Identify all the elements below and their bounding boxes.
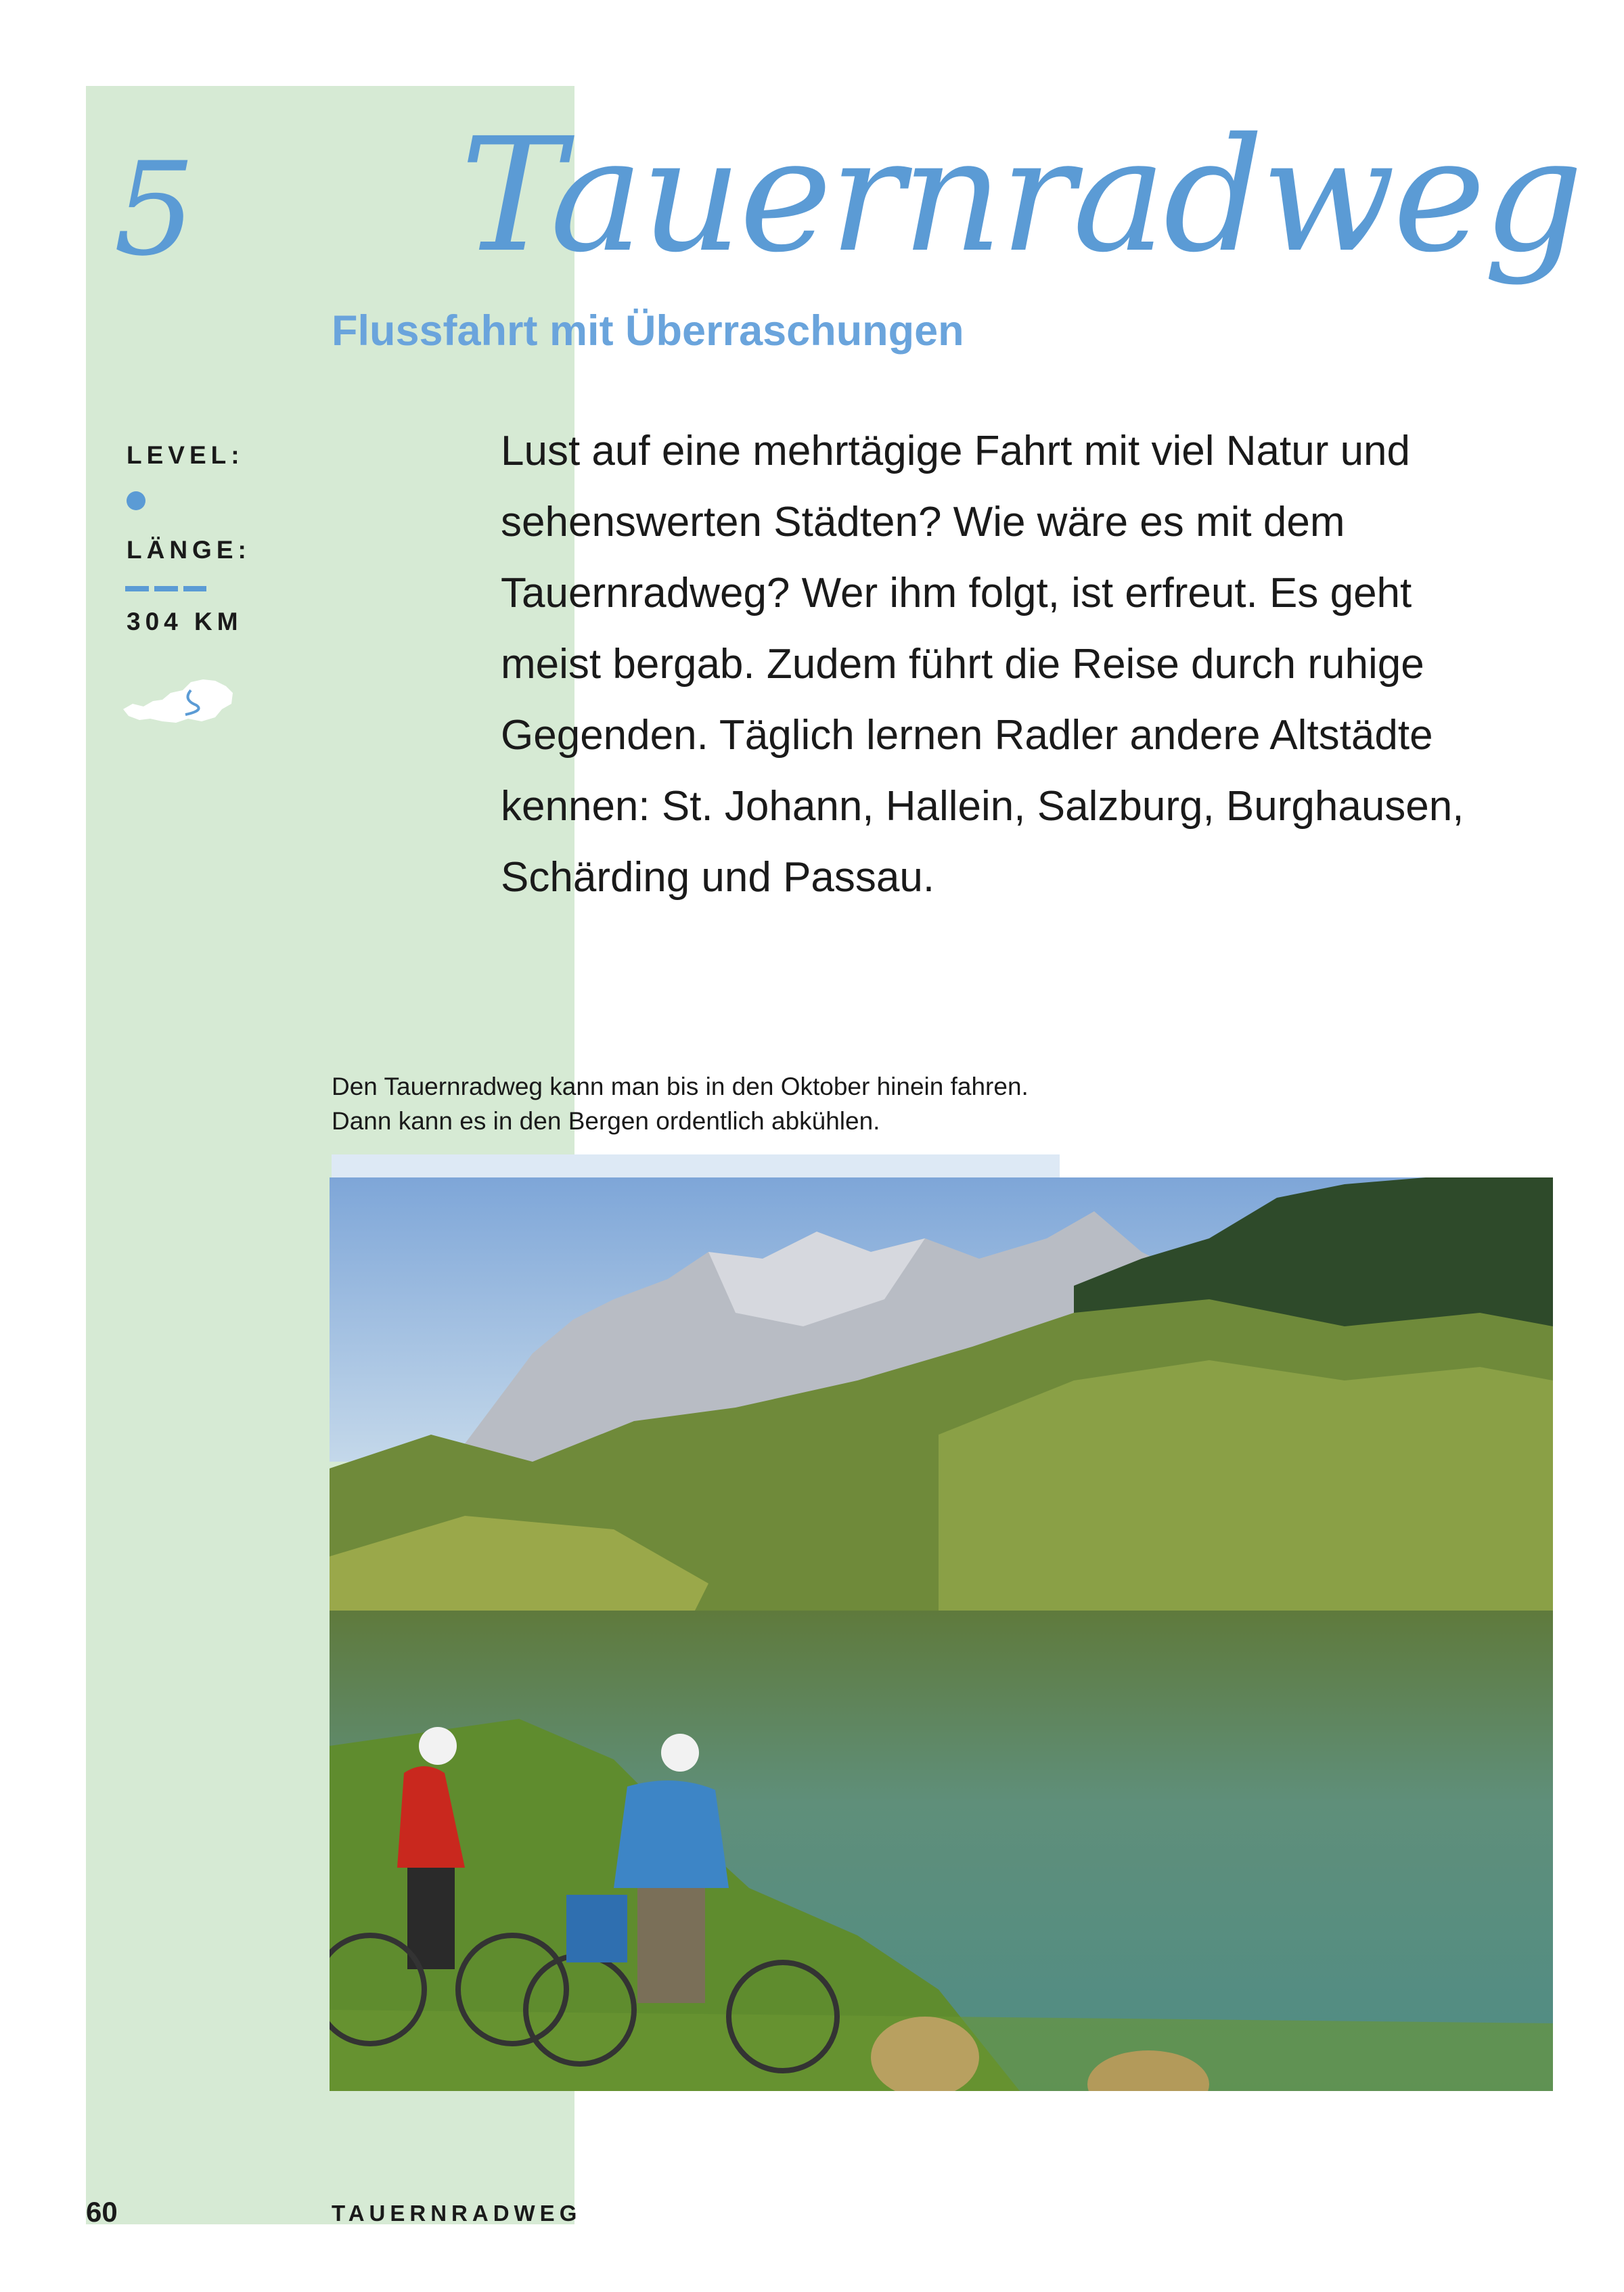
photo-caption: Den Tauernradweg kann man bis in den Oktober hinein fahren. Dann kann es in den Bergen ordentlich abkühlen. <box>332 1073 1029 1135</box>
route-subtitle: Flussfahrt mit Überraschungen <box>332 307 964 355</box>
austria-map-icon <box>120 670 235 731</box>
level-indicator-dot <box>127 491 145 510</box>
running-header: TAUERNRADWEG <box>332 2201 582 2226</box>
caption-rule <box>332 1154 1060 1179</box>
length-label: LÄNGE: <box>127 536 251 564</box>
length-indicator-dashes <box>125 586 206 591</box>
intro-paragraph: Lust auf eine mehrtägige Fahrt mit viel Natur und sehenswerten Städten? Wie wäre es mit dem Tauernradweg? Wer ihm folgt, ist erfreut. Es geht meist bergab. Zudem führt die Reise durch ruhige Gegenden. Täglich lernen Radler andere Altstädte kennen: St. Johann, Hallein, Salzburg, Burghausen, Schärding und Passau. <box>501 428 1464 901</box>
route-number: 5 <box>114 135 196 284</box>
landscape-photo <box>330 1177 1553 2091</box>
length-value: 304 KM <box>127 608 243 635</box>
route-title: Tauernradweg <box>460 104 1581 287</box>
page-number: 60 <box>86 2196 118 2228</box>
level-label: LEVEL: <box>127 441 244 469</box>
